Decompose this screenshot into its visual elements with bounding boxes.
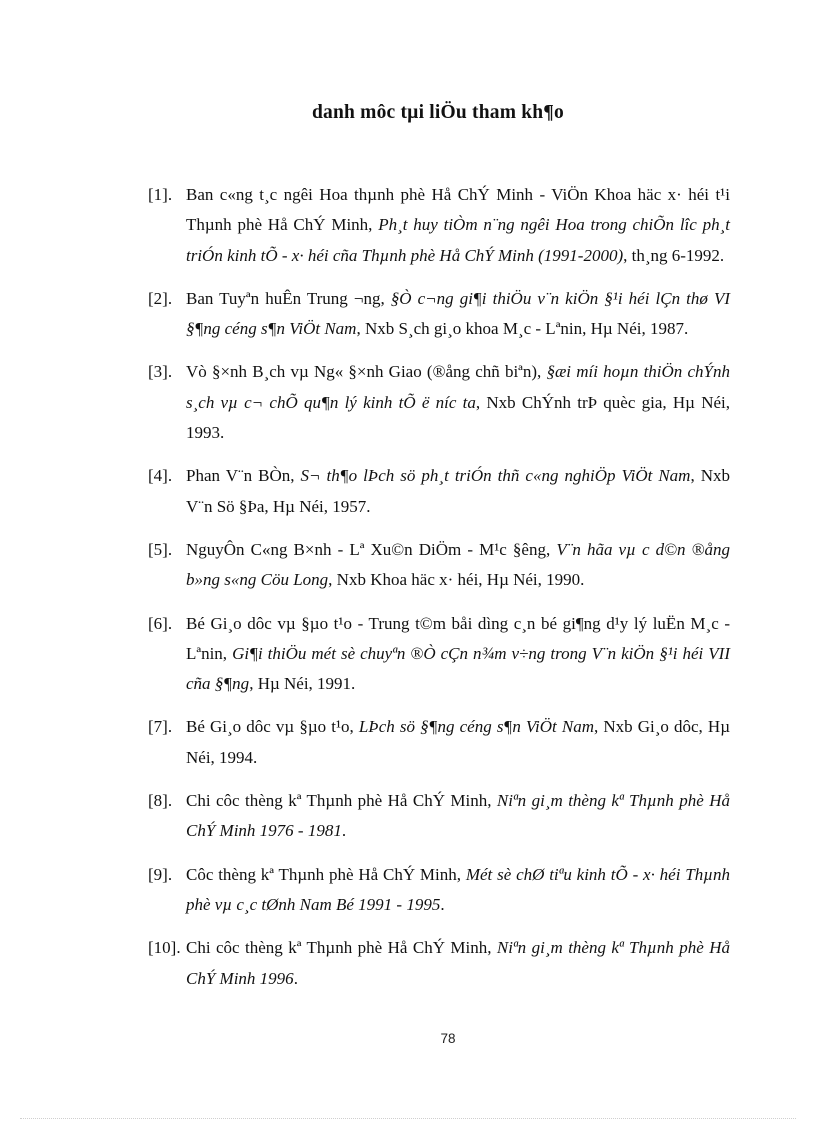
reference-item bbox=[148, 609, 730, 700]
reference-item bbox=[148, 284, 730, 345]
reference-segment: Chi côc thèng kª Thµnh phè Hå ChÝ Minh, bbox=[186, 938, 497, 958]
reference-segment: Chi côc thèng kª Thµnh phè Hå ChÝ Minh, bbox=[186, 791, 497, 811]
reference-title: V¨n hãa vµ c d©n ®ång b»ng s«ng Cöu Long bbox=[186, 539, 730, 590]
reference-item bbox=[148, 712, 730, 773]
reference-segment: . bbox=[341, 821, 347, 841]
reference-title: LÞch sö §¶ng céng s¶n ViÖt Nam bbox=[358, 717, 594, 737]
reference-title: S¬ th¶o lÞch sö ph¸t triÓn thñ c«ng nghiÖp ViÖt Nam bbox=[300, 466, 691, 486]
reference-item bbox=[148, 933, 730, 994]
reference-item bbox=[148, 461, 730, 522]
reference-number: [1]. bbox=[148, 185, 173, 204]
reference-segment: Ban c«ng t¸c ngêi Hoa thµnh phè Hå ChÝ Minh - ViÖn Khoa häc x· héi t¹i Thµnh phè Hå ChÝ Minh, bbox=[186, 185, 730, 235]
page-title: danh môc tµi liÖu tham kh¶o bbox=[311, 102, 564, 123]
reference-segment: , th¸ng 6-1992. bbox=[623, 245, 725, 265]
reference-number: [7]. bbox=[148, 717, 173, 737]
reference-segment: Bé Gi¸o dôc vµ §µo t¹o, bbox=[186, 717, 359, 737]
reference-title: Niªn gi¸m thèng kª Thµnh phè Hå ChÝ Minh 1996 bbox=[186, 938, 730, 988]
reference-text bbox=[186, 933, 730, 994]
reference-number: [4]. bbox=[148, 466, 173, 486]
reference-text bbox=[186, 535, 730, 596]
page-number: 78 bbox=[440, 1031, 456, 1046]
reference-segment: Côc thèng kª Thµnh phè Hå ChÝ Minh, bbox=[186, 864, 466, 884]
reference-title: §æi míi hoµn thiÖn chÝnh s¸ch vµ c¬ chÕ qu¶n lý kinh tÕ ë níc ta bbox=[186, 362, 730, 412]
reference-title: Ph¸t huy tiÒm n¨ng ngêi Hoa trong chiÕn lîc ph¸t triÓn kinh tÕ - x· héi cña Thµnh phè Hå ChÝ Minh (1991-2000) bbox=[186, 215, 730, 265]
reference-text bbox=[186, 357, 730, 448]
reference-item bbox=[148, 535, 730, 596]
reference-title: Niªn gi¸m thèng kª Thµnh phè Hå ChÝ Minh 1976 - 1981 bbox=[186, 791, 730, 841]
reference-segment: Phan V¨n BÒn, bbox=[186, 466, 301, 486]
reference-item bbox=[148, 786, 730, 847]
reference-segment: , Nxb S¸ch gi¸o khoa M¸c - Lªnin, Hµ Néi, 1987. bbox=[356, 319, 689, 339]
reference-text bbox=[186, 609, 730, 700]
reference-segment: , Nxb Khoa häc x· héi, Hµ Néi, 1990. bbox=[328, 570, 585, 590]
reference-number: [8]. bbox=[148, 791, 173, 811]
reference-number: [6]. bbox=[148, 613, 173, 633]
reference-text bbox=[186, 860, 730, 921]
reference-segment: . bbox=[440, 894, 445, 914]
reference-segment: Bé Gi¸o dôc vµ §µo t¹o - Trung t©m båi dìng c¸n bé gi¶ng d¹y lý luËn M¸c - Lªnin, bbox=[186, 613, 730, 663]
reference-number: [9]. bbox=[148, 864, 173, 884]
reference-segment: , Hµ Néi, 1991. bbox=[249, 674, 356, 694]
page-edge-divider bbox=[20, 1118, 796, 1119]
reference-text bbox=[186, 284, 730, 345]
reference-item bbox=[148, 860, 730, 921]
reference-number: [3]. bbox=[148, 362, 173, 382]
reference-text bbox=[186, 786, 730, 847]
reference-segment: Vò §×nh B¸ch vµ Ng« §×nh Giao (®ång chñ biªn), bbox=[186, 362, 547, 382]
reference-segment: , Nxb Gi¸o dôc, Hµ Néi, 1994. bbox=[186, 717, 730, 767]
reference-number: [2]. bbox=[148, 288, 173, 308]
reference-segment: . bbox=[293, 968, 298, 988]
reference-segment: , Nxb ChÝnh trÞ quèc gia, Hµ Néi, 1993. bbox=[186, 392, 730, 443]
reference-title: Gi¶i thiÖu mét sè chuyªn ®Ò cÇn n¾m v÷ng trong V¨n kiÖn §¹i héi VII cña §¶ng bbox=[186, 643, 730, 694]
reference-title: §Ò c¬ng gi¶i thiÖu v¨n kiÖn §¹i héi lÇn thø VI §¶ng céng s¶n ViÖt Nam bbox=[186, 288, 730, 339]
reference-segment: Ban Tuyªn huÊn Trung ¬ng, bbox=[186, 288, 391, 308]
reference-text bbox=[186, 461, 730, 522]
reference-text bbox=[186, 712, 730, 773]
reference-item bbox=[148, 357, 730, 448]
reference-segment: NguyÔn C«ng B×nh - Lª Xu©n DiÖm - M¹c §êng, bbox=[186, 539, 557, 559]
reference-title: Mét sè chØ tiªu kinh tÕ - x· héi Thµnh phè vµ c¸c tØnh Nam Bé 1991 - 1995 bbox=[186, 864, 730, 914]
reference-segment: , Nxb V¨n Sö §Þa, Hµ Néi, 1957. bbox=[186, 466, 730, 516]
reference-text bbox=[186, 180, 730, 271]
reference-number: [10]. bbox=[148, 938, 181, 958]
reference-item bbox=[148, 180, 730, 271]
reference-list bbox=[148, 180, 730, 1007]
reference-number: [5]. bbox=[148, 539, 173, 559]
